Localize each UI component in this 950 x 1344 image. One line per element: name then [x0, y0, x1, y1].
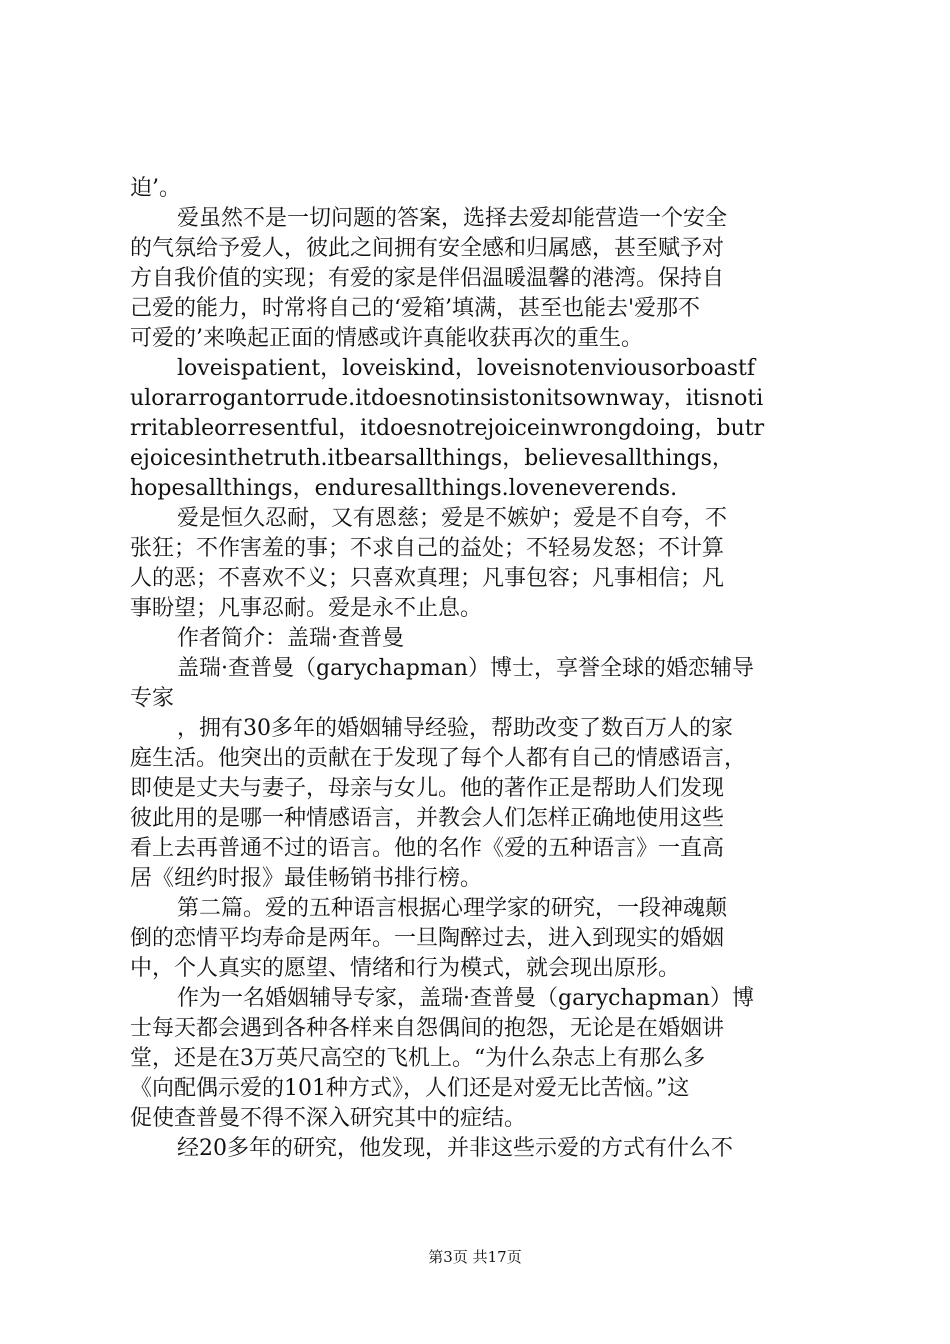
- paragraph-start-line: 第二篇。爱的五种语言根据心理学家的研究，一段神魂颠: [177, 896, 728, 921]
- text-line: 迫’。: [130, 176, 181, 201]
- paragraph-start-line: 经20多年的研究，他发现，并非这些示爱的方式有什么不: [177, 1136, 733, 1161]
- paragraph-start-line: ，拥有30多年的婚姻辅导经验，帮助改变了数百万人的家: [177, 716, 733, 741]
- text-line: 己爱的能力，时常将自己的‘爱箱’填满，甚至也能去'爱那不: [130, 296, 701, 321]
- text-line: 张狂；不作害羞的事；不求自己的益处；不轻易发怒；不计算: [130, 536, 725, 561]
- text-line: 看上去再普通不过的语言。他的名作《爱的五种语言》一直高: [130, 836, 725, 861]
- paragraph-start-line: 爱是恒久忍耐，又有恩慈；爱是不嫉妒；爱是不自夸，不: [177, 506, 728, 531]
- text-line: 可爱的’来唤起正面的情感或许真能收获再次的重生。: [130, 326, 643, 351]
- text-line: 《向配偶示爱的101种方式》，人们还是对爱无比苦恼。”这: [130, 1076, 690, 1101]
- text-line: 的气氛给予爱人，彼此之间拥有安全感和归属感，甚至赋予对: [130, 236, 725, 261]
- text-line: ulorarrogantorrude.itdoesnotinsistonitsownway，itisnoti: [130, 386, 764, 411]
- paragraph-start-line: 爱虽然不是一切问题的答案，选择去爱却能营造一个安全: [177, 206, 728, 231]
- paragraph-start-line: 作为一名婚姻辅导专家，盖瑞·查普曼（garychapman）博: [177, 986, 754, 1011]
- text-line: 士每天都会遇到各种各样来自怨偶间的抱怨，无论是在婚姻讲: [130, 1016, 725, 1041]
- paragraph-start-line: 盖瑞·查普曼（garychapman）博士，享誉全球的婚恋辅导: [177, 656, 754, 681]
- text-line: 促使查普曼不得不深入研究其中的症结。: [130, 1106, 527, 1131]
- text-line: 人的恶；不喜欢不义；只喜欢真理；凡事包容；凡事相信；凡: [130, 566, 725, 591]
- author-intro-heading: 作者简介：盖瑞·查普曼: [177, 626, 404, 651]
- text-line: 居《纽约时报》最佳畅销书排行榜。: [130, 866, 483, 891]
- text-line: 彼此用的是哪一种情感语言，并教会人们怎样正确地使用这些: [130, 806, 725, 831]
- paragraph-start-line: loveispatient，loveiskind，loveisnotenviousorboastf: [177, 356, 755, 381]
- text-line: hopesallthings，enduresallthings.loveneverends.: [130, 476, 678, 501]
- text-line: rritableorresentful，itdoesnotrejoiceinwrongdoing，butr: [130, 416, 765, 441]
- text-line: 庭生活。他突出的贡献在于发现了每个人都有自己的情感语言，: [130, 746, 747, 771]
- page-footer: [0, 1247, 950, 1267]
- text-line: 方自我价值的实现；有爱的家是伴侣温暖温馨的港湾。保持自: [130, 266, 725, 291]
- text-line: 即使是丈夫与妻子，母亲与女儿。他的著作正是帮助人们发现: [130, 776, 725, 801]
- text-line: 中，个人真实的愿望、情绪和行为模式，就会现出原形。: [130, 956, 681, 981]
- text-line: 倒的恋情平均寿命是两年。一旦陶醉过去，进入到现实的婚姻: [130, 926, 725, 951]
- text-line: 堂，还是在3万英尺高空的飞机上。“为什么杂志上有那么多: [130, 1046, 706, 1071]
- text-line: 事盼望；凡事忍耐。爱是永不止息。: [130, 596, 483, 621]
- text-line: ejoicesinthetruth.itbearsallthings，believesallthings，: [130, 446, 734, 471]
- page-number-label: 第3页 共17页: [428, 1248, 522, 1266]
- text-line: 专家: [130, 686, 175, 711]
- document-body: [130, 174, 830, 1164]
